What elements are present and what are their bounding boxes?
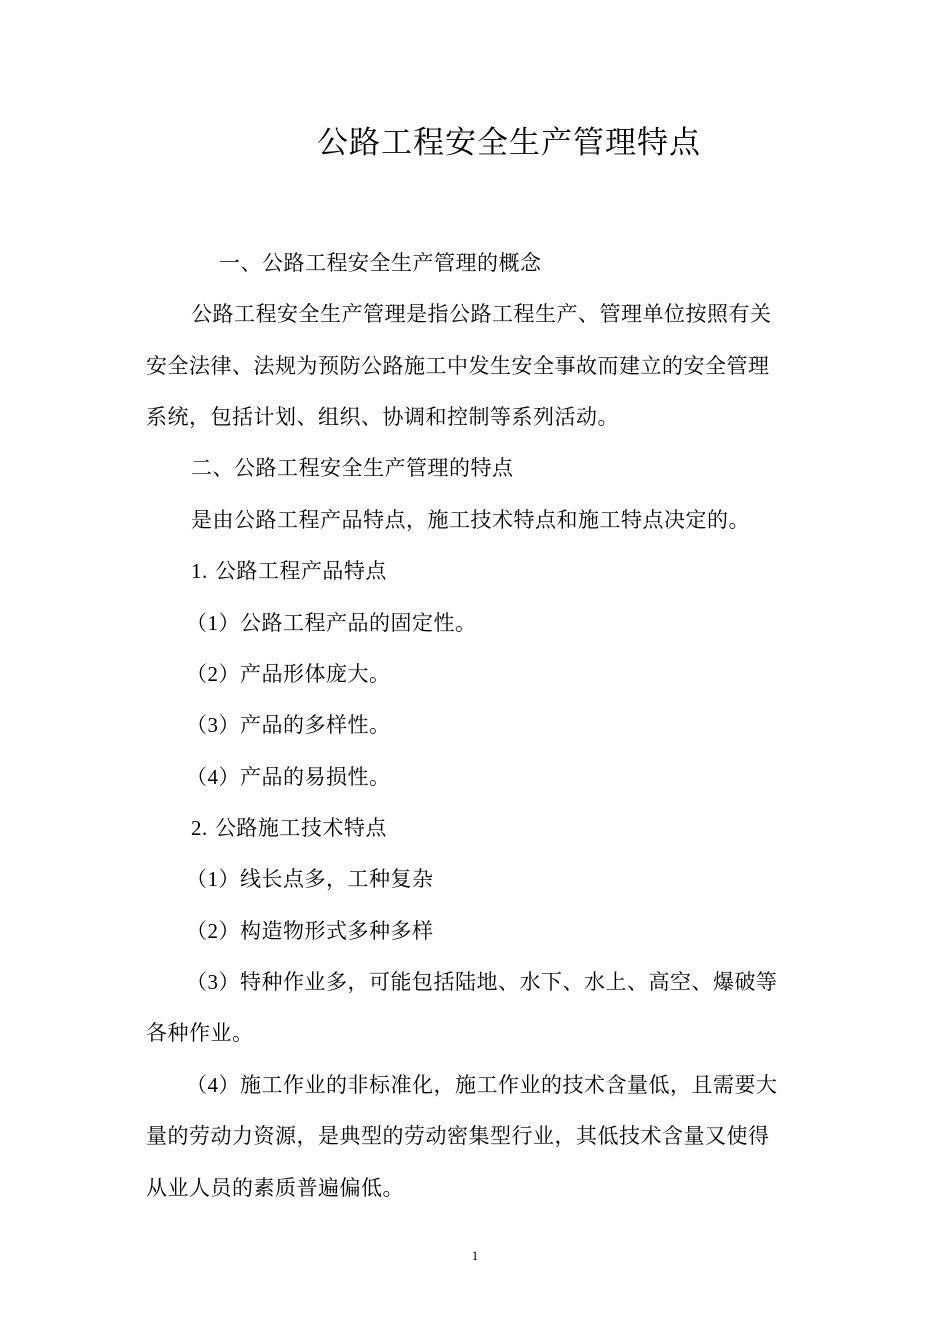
section-2-intro: 是由公路工程产品特点，施工技术特点和施工特点决定的。: [191, 508, 750, 532]
list-item: [186, 762, 391, 792]
list-item: [186, 710, 391, 740]
list-item-number: （2）: [186, 662, 240, 686]
list-item-number: （2）: [186, 919, 240, 943]
list-item: [186, 967, 778, 997]
subsection-2-heading: [191, 813, 387, 843]
list-item-text: 特种作业多，可能包括陆地、水下、水上、高空、爆破等: [240, 970, 778, 994]
list-item: [186, 659, 391, 689]
list-item-number: （4）: [186, 1073, 240, 1097]
list-item-text: 线长点多，工种复杂: [240, 867, 434, 891]
section-1-paragraph-line-1: 公路工程安全生产管理是指公路工程生产、管理单位按照有关: [191, 302, 772, 326]
list-item-text: 构造物形式多种多样: [240, 919, 434, 943]
list-item: [186, 864, 434, 894]
subsection-2-title: 公路施工技术特点: [214, 816, 387, 840]
page-number: 1: [471, 1248, 479, 1263]
list-item-text: 施工作业的非标准化，施工作业的技术含量低，且需要大: [240, 1073, 778, 1097]
subsection-1-heading: [191, 556, 387, 586]
list-item-continuation: 从业人员的素质普遍偏低。: [146, 1176, 404, 1200]
list-item: [186, 608, 477, 638]
subsection-2-number: 2.: [191, 816, 208, 840]
document-title: 公路工程安全生产管理特点: [317, 125, 701, 161]
list-item-text: 产品的易损性。: [240, 765, 391, 789]
section-2-heading: 二、公路工程安全生产管理的特点: [191, 456, 514, 480]
list-item-number: （4）: [186, 765, 240, 789]
list-item-text: 产品形体庞大。: [240, 662, 391, 686]
list-item-number: （3）: [186, 970, 240, 994]
list-item-continuation: 量的劳动力资源，是典型的劳动密集型行业，其低技术含量又使得: [146, 1124, 770, 1148]
section-1-paragraph-line-2: 安全法律、法规为预防公路施工中发生安全事故而建立的安全管理: [146, 354, 770, 378]
list-item-number: （1）: [186, 867, 240, 891]
list-item-text: 产品的多样性。: [240, 713, 391, 737]
subsection-1-number: 1.: [191, 559, 208, 583]
list-item: [186, 916, 434, 946]
list-item-continuation: 各种作业。: [146, 1021, 254, 1045]
list-item-number: （1）: [186, 611, 240, 635]
subsection-1-title: 公路工程产品特点: [214, 559, 387, 583]
section-1-paragraph-line-3: 系统，包括计划、组织、协调和控制等系列活动。: [146, 405, 619, 429]
list-item: [186, 1070, 778, 1100]
list-item-number: （3）: [186, 713, 240, 737]
section-1-heading: 一、公路工程安全生产管理的概念: [219, 251, 542, 275]
list-item-text: 公路工程产品的固定性。: [240, 611, 477, 635]
